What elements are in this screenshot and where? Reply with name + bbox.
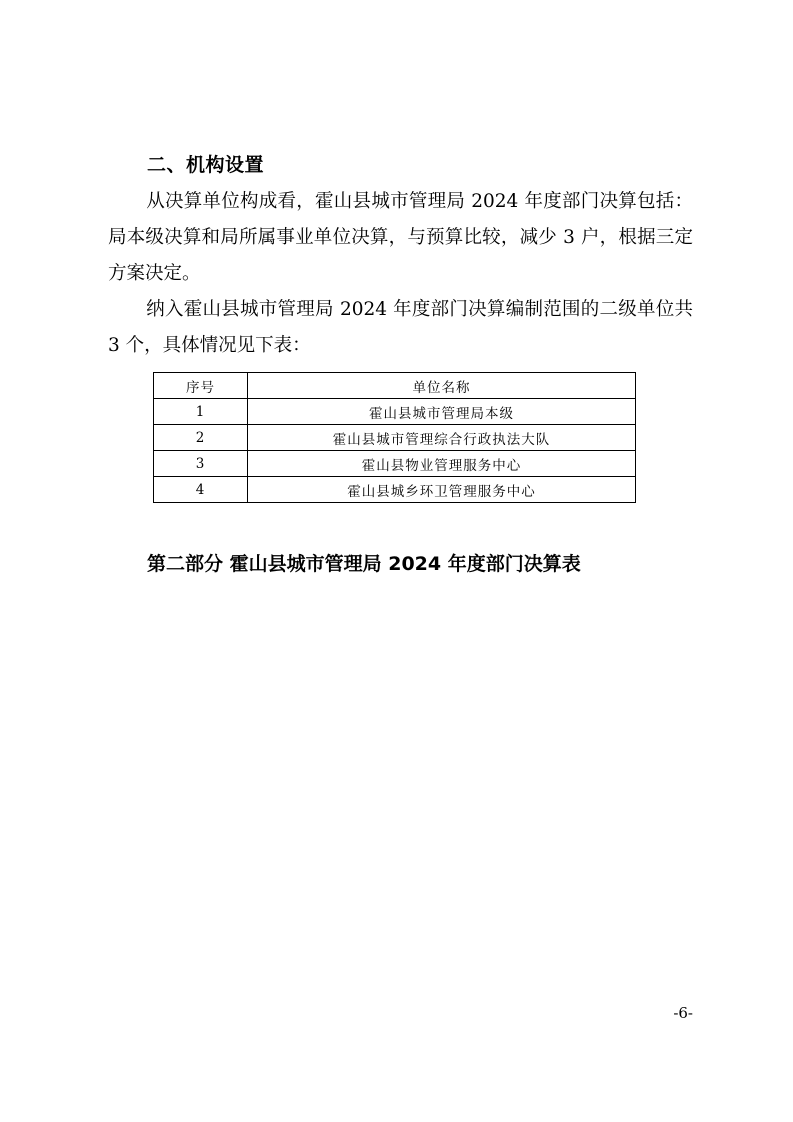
cell-no: 1 <box>154 399 248 425</box>
page-number: -6- <box>673 1004 693 1022</box>
section-heading: 二、机构设置 <box>147 154 265 176</box>
paragraph-scope-text: 纳入霍山县城市管理局 2024 年度部门决算编制范围的二级单位共 3 个，具体情况见下表： <box>108 299 693 356</box>
cell-unit-name: 霍山县城市管理综合行政执法大队 <box>248 425 636 451</box>
table-row <box>154 399 636 425</box>
cell-no: 3 <box>154 451 248 477</box>
table-row <box>154 425 636 451</box>
part-title: 第二部分 霍山县城市管理局 2024 年度部门决算表 <box>147 553 581 575</box>
cell-no: 4 <box>154 477 248 503</box>
paragraph-composition-text: 从决算单位构成看，霍山县城市管理局 2024 年度部门决算包括：局本级决算和局所属事业单位决算，与预算比较，减少 3 户，根据三定方案决定。 <box>108 191 693 284</box>
header-no: 序号 <box>154 373 248 399</box>
table-row <box>154 477 636 503</box>
header-unit-name: 单位名称 <box>248 373 636 399</box>
units-table <box>153 372 636 503</box>
table-header-row <box>154 373 636 399</box>
cell-unit-name: 霍山县物业管理服务中心 <box>248 451 636 477</box>
table-row <box>154 451 636 477</box>
cell-no: 2 <box>154 425 248 451</box>
paragraph-composition <box>108 184 693 292</box>
cell-unit-name: 霍山县城市管理局本级 <box>248 399 636 425</box>
paragraph-scope <box>108 292 693 364</box>
cell-unit-name: 霍山县城乡环卫管理服务中心 <box>248 477 636 503</box>
